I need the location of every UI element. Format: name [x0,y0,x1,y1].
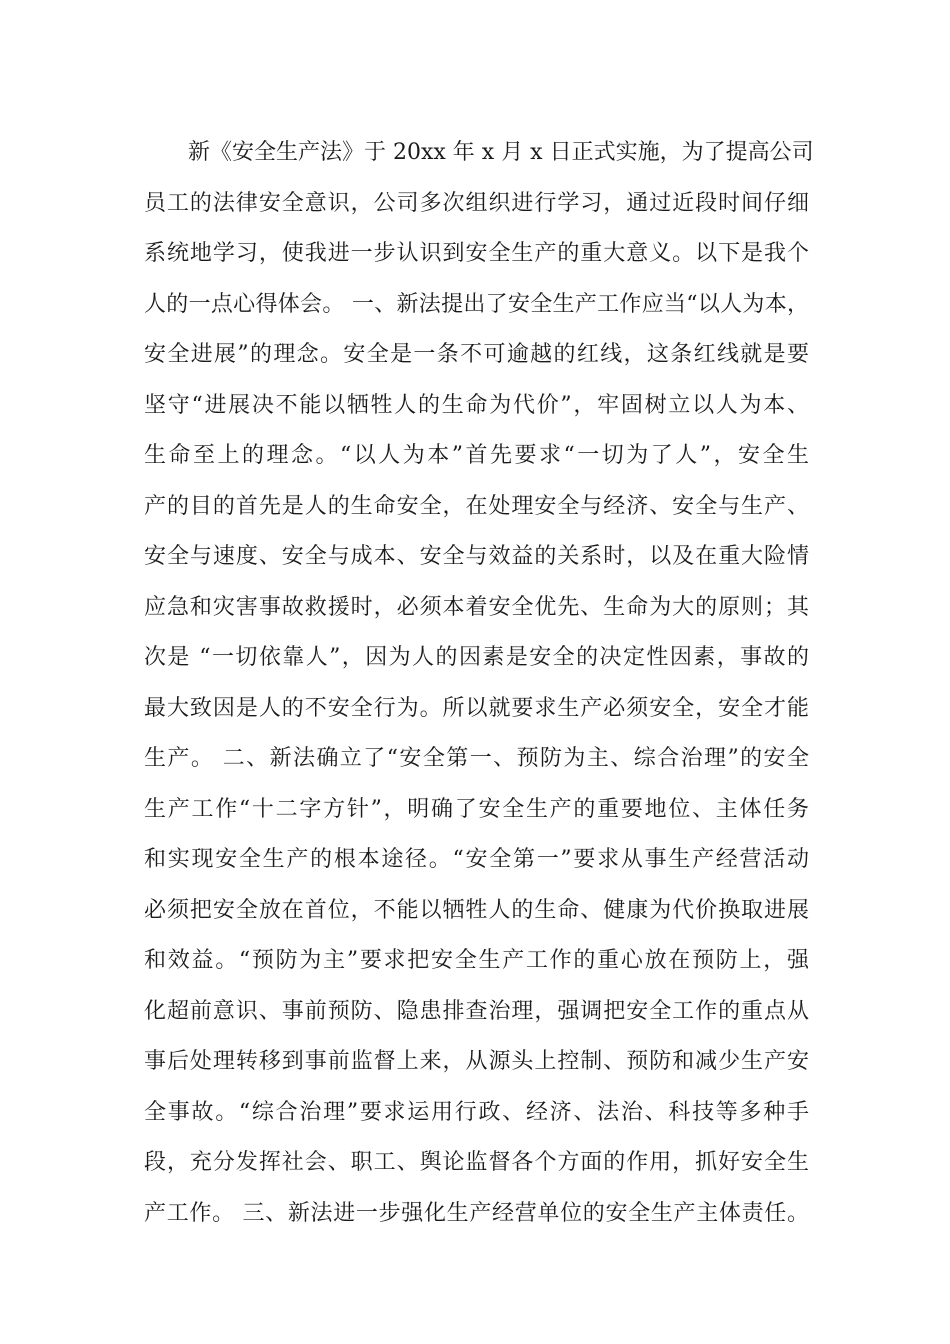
text-line: 和实现安全生产的根本途径。“安全第一”要求从事生产经营活动 [144,847,809,872]
text-line: 坚守“进展决不能以牺牲人的生命为代价”，牢固树立以人为本、 [144,392,809,418]
text-line: 人的一点心得体会。 一、新法提出了安全生产工作应当“以人为本， [144,291,809,317]
text-line: 系统地学习，使我进一步认识到安全生产的重大意义。以下是我个 [144,241,809,266]
text-line: 产工作。 三、新法进一步强化生产经营单位的安全生产主体责任。 [144,1200,809,1226]
text-line: 安全进展”的理念。安全是一条不可逾越的红线，这条红线就是要 [144,342,809,367]
text-line: 事后处理转移到事前监督上来，从源头上控制、预防和减少生产安 [144,1049,809,1074]
text-line: 应急和灾害事故救援时，必须本着安全优先、生命为大的原则；其 [144,594,809,620]
body-paragraph [144,128,814,1239]
text-line: 安全与速度、安全与成本、安全与效益的关系时，以及在重大险情 [144,544,809,569]
text-line: 化超前意识、事前预防、隐患排查治理，强调把安全工作的重点从 [144,998,809,1024]
text-line: 新《安全生产法》于 20xx 年 x 月 x 日正式实施，为了提高公司 [188,140,814,165]
text-line: 段，充分发挥社会、职工、舆论监督各个方面的作用，抓好安全生 [144,1150,809,1175]
text-line: 生产工作“十二字方针”，明确了安全生产的重要地位、主体任务 [144,796,809,822]
text-line: 必须把安全放在首位，不能以牺牲人的生命、健康为代价换取进展 [144,897,809,923]
text-line: 全事故。“综合治理”要求运用行政、经济、法治、科技等多种手 [144,1099,809,1125]
text-line: 员工的法律安全意识，公司多次组织进行学习，通过近段时间仔细 [144,190,809,216]
text-line: 产的目的首先是人的生命安全，在处理安全与经济、安全与生产、 [144,493,809,519]
text-line: 和效益。“预防为主”要求把安全生产工作的重心放在预防上，强 [144,948,809,973]
text-line: 生产。 二、新法确立了“安全第一、预防为主、综合治理”的安全 [144,746,809,771]
text-line: 最大致因是人的不安全行为。所以就要求生产必须安全，安全才能 [144,695,809,721]
text-line: 次是 “一切依靠人”，因为人的因素是安全的决定性因素，事故的 [144,645,809,670]
text-line: 生命至上的理念。“以人为本”首先要求“一切为了人”，安全生 [144,443,809,468]
